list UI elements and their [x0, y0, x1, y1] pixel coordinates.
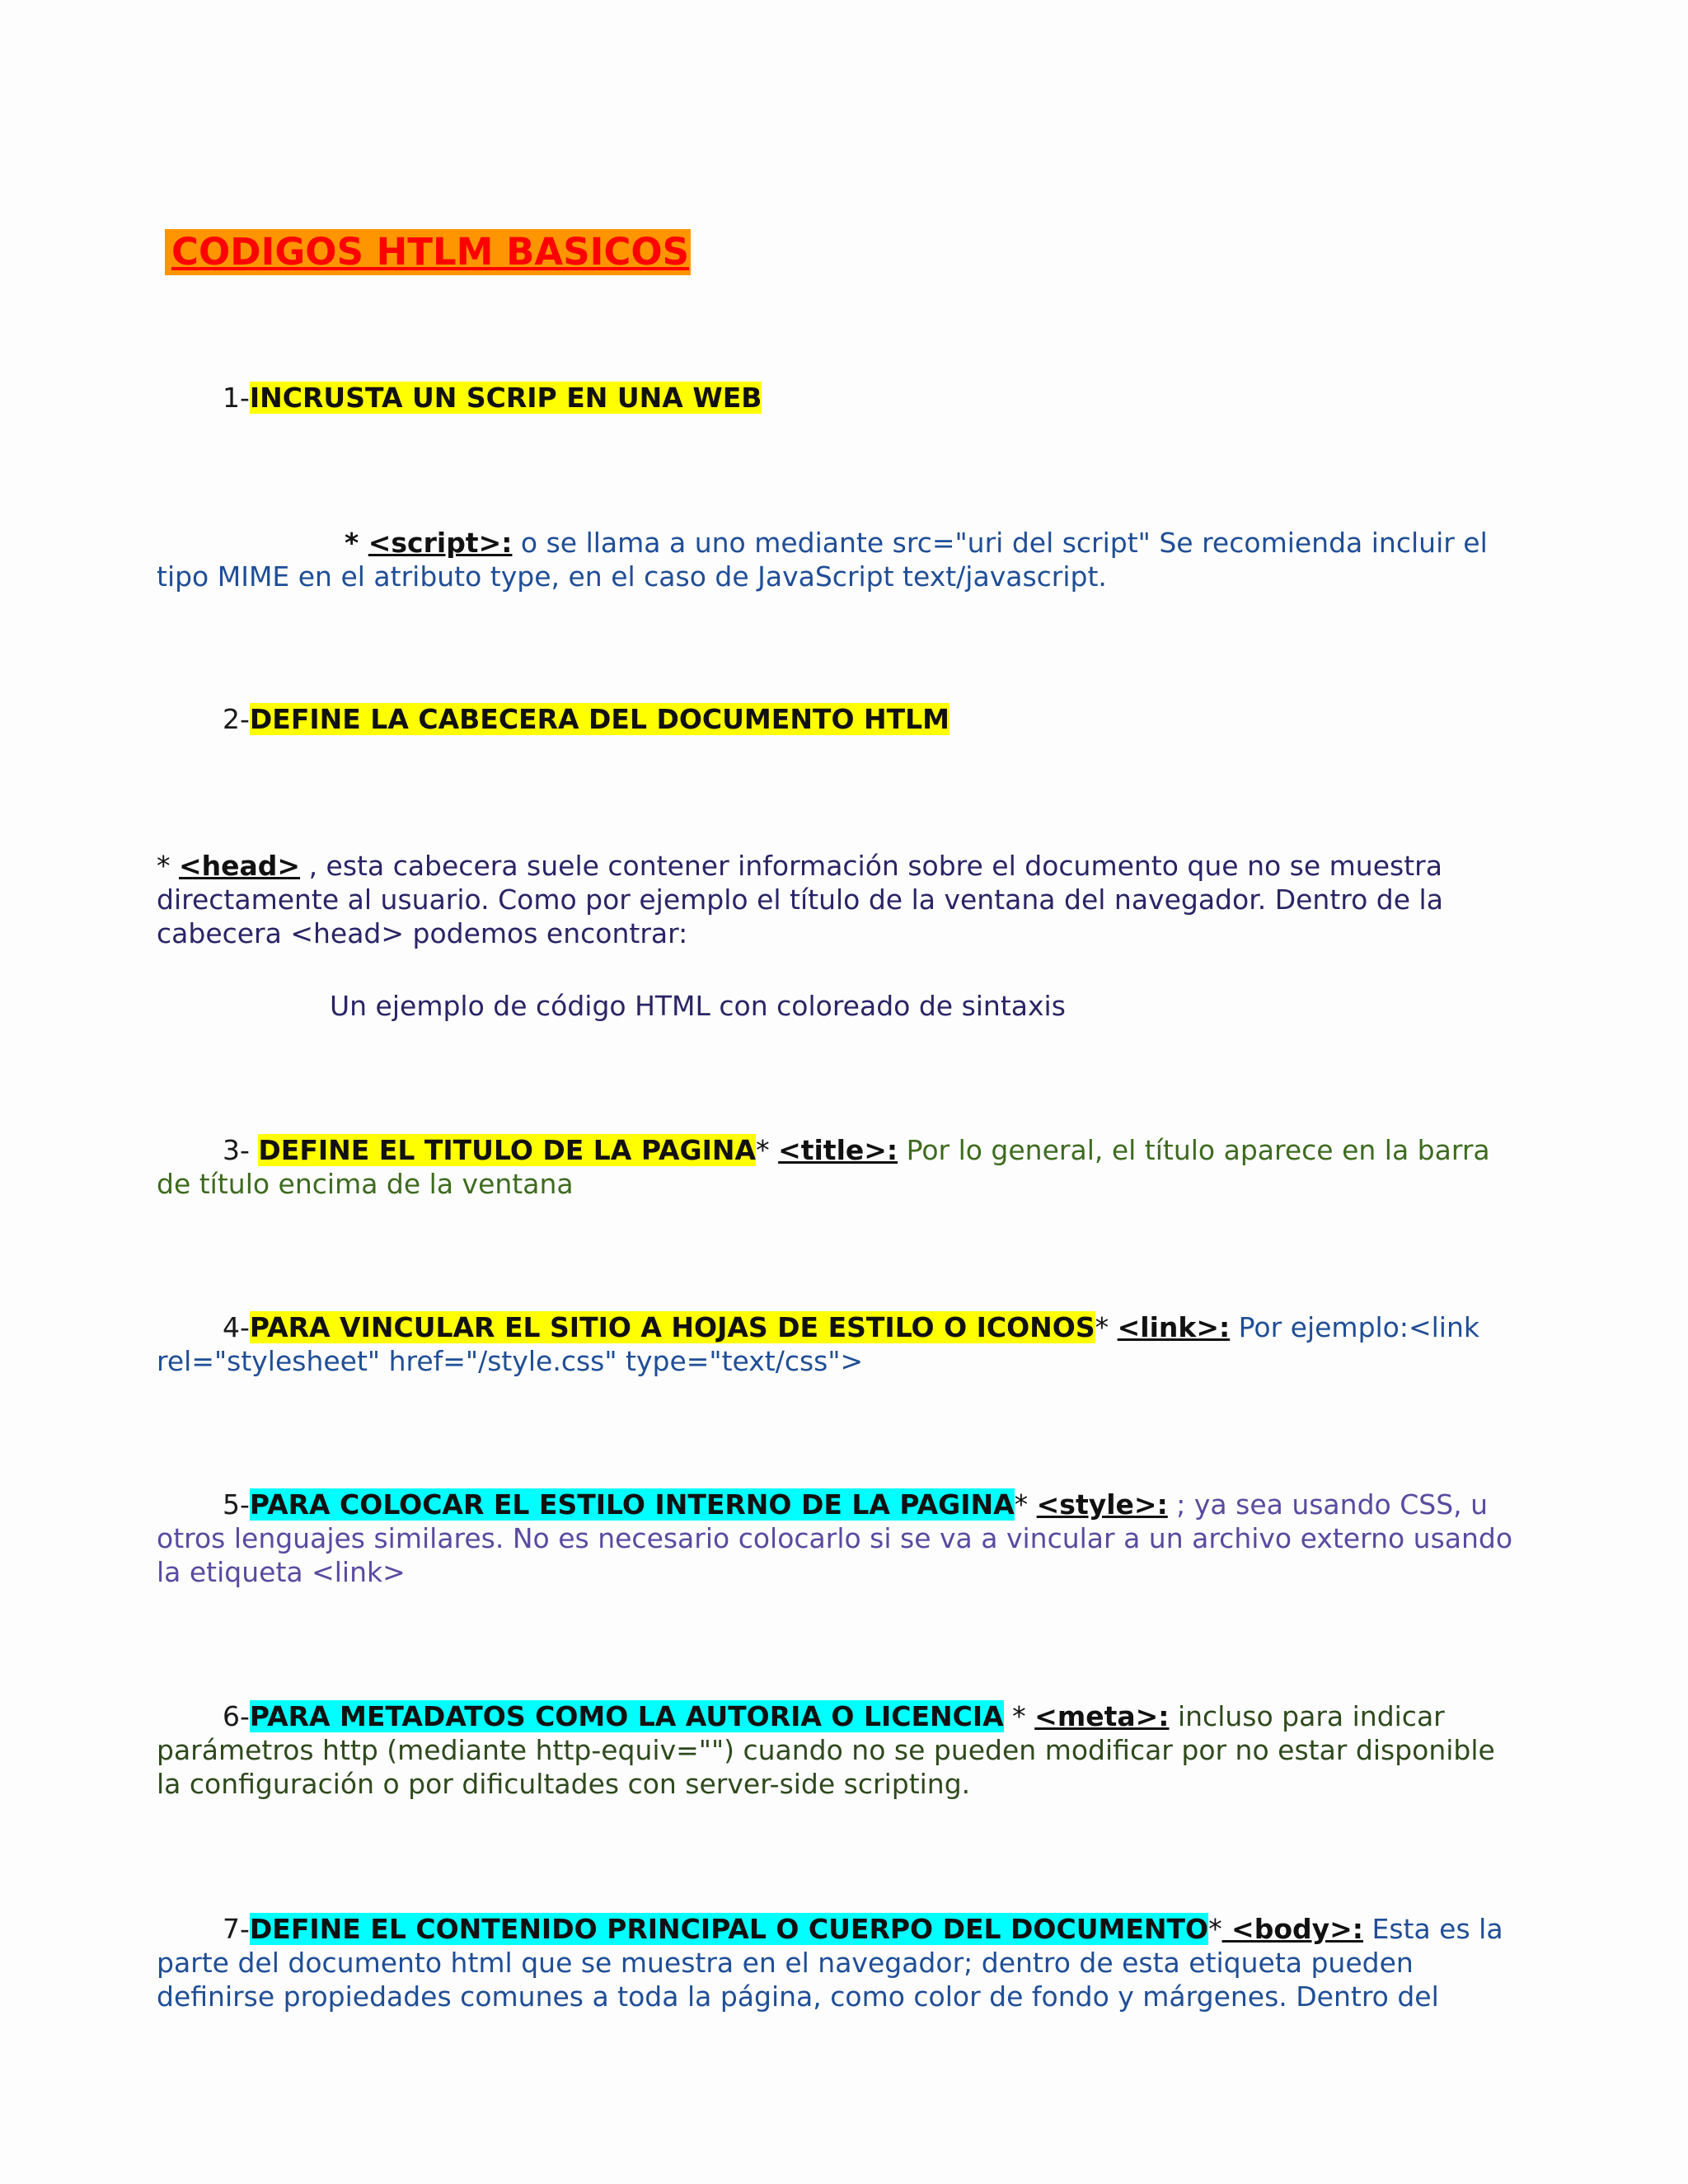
- section-6: [157, 1699, 1525, 1801]
- tag-head: <head>: [179, 850, 301, 882]
- section-heading: DEFINE EL CONTENIDO PRINCIPAL O CUERPO DEL DOCUMENTO: [249, 1913, 1209, 1945]
- tag-meta: <meta>:: [1034, 1700, 1170, 1732]
- section-number: 3-: [223, 1134, 259, 1166]
- section-1-body: [157, 526, 1525, 593]
- bullet-star: *: [157, 850, 179, 882]
- section-heading: PARA METADATOS COMO LA AUTORIA O LICENCIA: [249, 1700, 1004, 1732]
- section-4: [157, 1310, 1525, 1378]
- section-heading: PARA VINCULAR EL SITIO A HOJAS DE ESTILO O ICONOS: [249, 1311, 1095, 1343]
- section-number: 6-: [223, 1700, 250, 1732]
- section-text: ; ya sea usando CSS, u otros lenguajes similares. No es necesario colocarlo si se va a vincular a un archivo externo usando la etiqueta <link>: [157, 1488, 1513, 1588]
- bullet-star: *: [1095, 1311, 1118, 1343]
- section-heading: DEFINE EL TITULO DE LA PAGINA: [258, 1134, 757, 1166]
- section-heading: PARA COLOCAR EL ESTILO INTERNO DE LA PAGINA: [249, 1488, 1015, 1521]
- section-number: 7-: [223, 1913, 250, 1945]
- bullet-star: *: [345, 527, 368, 559]
- tag-link: <link>:: [1117, 1311, 1231, 1343]
- section-text: Esta es la parte del documento html que se muestra en el navegador; dentro de esta etiqueta pueden definirse propiedades comunes a toda la página, como color de fondo y márgenes. Dentro del: [157, 1913, 1503, 2013]
- tag-title: <title>:: [778, 1134, 898, 1166]
- section-text: o se llama a uno mediante src="uri del script" Se recomienda incluir el tipo MIME en el atributo type, en el caso de JavaScript text/javascript.: [157, 527, 1488, 593]
- section-7: [157, 1912, 1525, 2013]
- section-text: , esta cabecera suele contener información sobre el documento que no se muestra directamente al usuario. Como por ejemplo el título de la ventana del navegador. Dentro de la cabecera <head> podemos encontrar:: [157, 850, 1443, 949]
- section-number: 2-: [223, 703, 250, 735]
- document-title: CODIGOS HTLM BASICOS: [165, 229, 691, 275]
- section-2-heading: [157, 702, 1525, 736]
- section-heading: INCRUSTA UN SCRIP EN UNA WEB: [249, 382, 762, 414]
- section-heading: DEFINE LA CABECERA DEL DOCUMENTO HTLM: [249, 703, 950, 735]
- bullet-star: *: [756, 1134, 779, 1166]
- bullet-star: *: [1003, 1700, 1035, 1732]
- section-text: Por lo general, el título aparece en la barra de título encima de la ventana: [157, 1134, 1490, 1200]
- section-text: incluso para indicar parámetros http (mediante http-equiv="") cuando no se pueden modificar por no estar disponible la configuración o por dificultades con server-side scripting.: [157, 1700, 1495, 1800]
- section-text: Por ejemplo:<link rel="stylesheet" href="/style.css" type="text/css">: [157, 1311, 1480, 1377]
- bullet-star: *: [1014, 1488, 1037, 1521]
- section-2-body: [157, 849, 1525, 950]
- section-2-note: [330, 989, 1484, 1023]
- tag-body: <body>:: [1221, 1913, 1363, 1945]
- section-number: 5-: [223, 1488, 250, 1521]
- section-number: 1-: [223, 382, 250, 414]
- section-3: [157, 1133, 1525, 1201]
- section-number: 4-: [223, 1311, 250, 1343]
- bullet-star: *: [1208, 1913, 1222, 1945]
- tag-script: <script>:: [368, 527, 513, 559]
- note-text: Un ejemplo de código HTML con coloreado de sintaxis: [330, 990, 1066, 1022]
- tag-style: <style>:: [1036, 1488, 1168, 1521]
- section-1-heading: [157, 381, 1525, 415]
- section-5: [157, 1488, 1525, 1589]
